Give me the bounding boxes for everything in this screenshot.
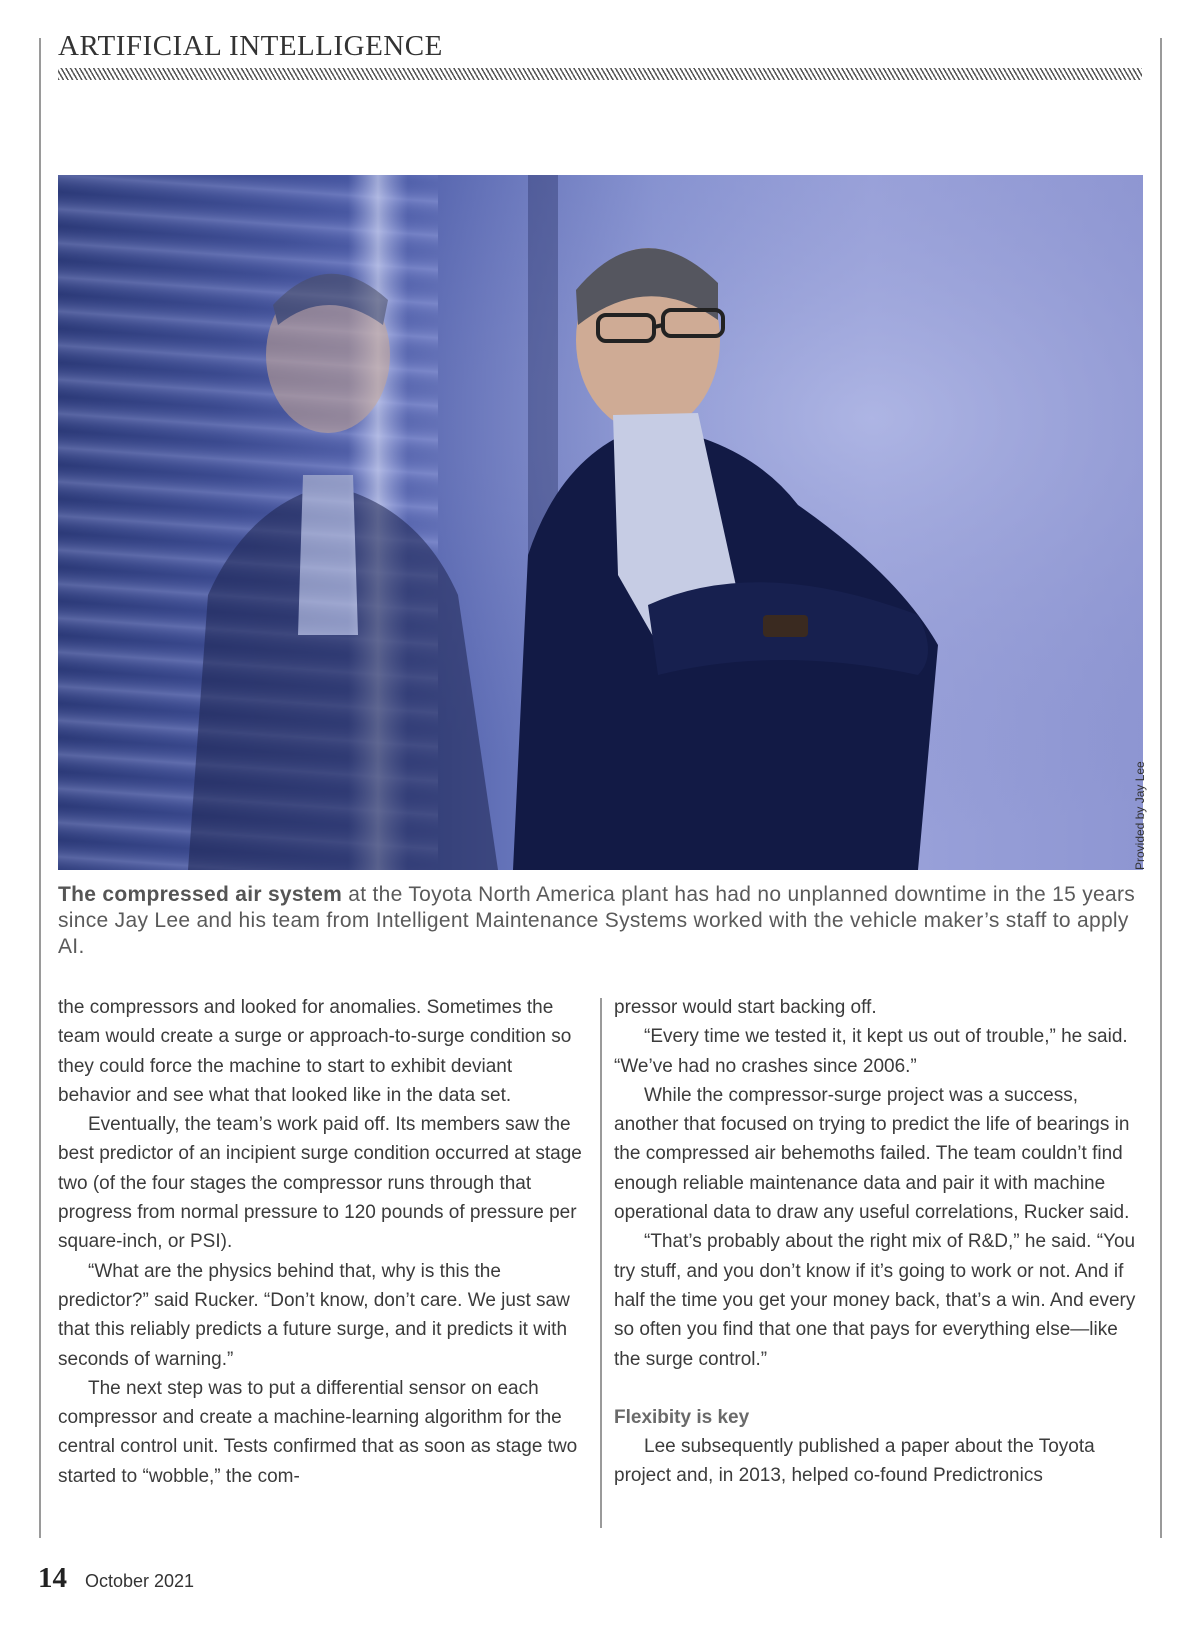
paragraph: “That’s probably about the right mix of R&D,” he said. “You try stuff, and you don’t know if it’s going to work or not. And if half the time you get your money back, that’s a win. And every so often you find that one that pays for everything else—like the surge control.” (614, 1231, 1136, 1370)
section-title: ARTIFICIAL INTELLIGENCE (58, 30, 443, 62)
issue-date: October 2021 (85, 1571, 195, 1591)
column-divider (600, 998, 602, 1528)
portrait-photo (58, 175, 1143, 870)
paragraph: the compressors and looked for anomalies. Sometimes the team would create a surge or approach-to-surge condition so they could force the machine to start to exhibit deviant behavior and see what that looked like in the data set. (58, 997, 572, 1106)
paragraph: “What are the physics behind that, why is this the predictor?” said Rucker. “Don’t know, don’t care. We just saw that this reliably predicts a future surge, and it predicts it with seconds of warning.” (58, 1260, 570, 1370)
paragraph: Lee subsequently published a paper about the Toyota project and, in 2013, helped co-found Predictronics (614, 1436, 1095, 1487)
photo-credit: Provided by Jay Lee (1133, 761, 1147, 870)
right-page-rule (1160, 38, 1162, 1538)
header-hatch-rule (58, 68, 1142, 80)
caption-text: at the Toyota North America plant has had no unplanned downtime in the 15 years since Jay Lee and his team from Intelligent Maintenance Systems worked with the vehicle maker’s staff to apply AI. (58, 883, 1136, 958)
paragraph: “Every time we tested it, it kept us out of trouble,” he said. “We’ve had no crashes since 2006.” (614, 1026, 1128, 1077)
right-text-column (614, 993, 1144, 1491)
left-page-rule (39, 38, 41, 1538)
subheading: Flexibity is key (614, 1406, 750, 1428)
left-text-column (58, 993, 588, 1491)
paragraph: pressor would start backing off. (614, 997, 877, 1018)
photo-caption (58, 882, 1143, 960)
paragraph: Eventually, the team’s work paid off. Its members saw the best predictor of an incipient surge condition occurred at stage two (of the four stages the compressor runs through that progress from normal pressure to 120 pounds of pressure per square-inch, or PSI). (58, 1114, 582, 1253)
paragraph: The next step was to put a differential sensor on each compressor and create a machine-learning algorithm for the central control unit. Tests confirmed that as soon as stage two started to “wobble,” the com- (58, 1377, 578, 1487)
page-number: 14 (38, 1562, 67, 1594)
caption-lead: The compressed air system (58, 883, 343, 906)
photo-illustration (58, 175, 1143, 870)
paragraph: While the compressor-surge project was a success, another that focused on trying to predict the life of bearings in the compressed air behemoths failed. The team couldn’t find enough reliable maintenance data and pair it with machine operational data to draw any useful correlations, Rucker said. (614, 1084, 1130, 1224)
